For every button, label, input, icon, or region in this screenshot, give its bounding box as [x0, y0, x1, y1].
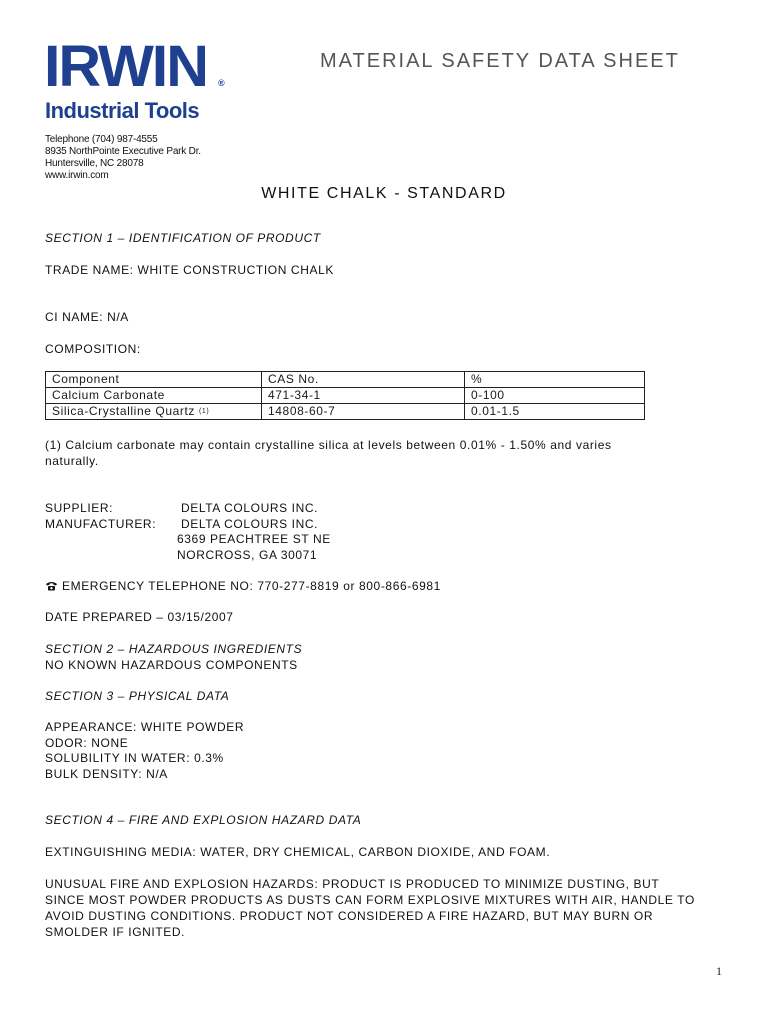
irwin-logo: IRWIN: [44, 34, 207, 99]
manufacturer-label: MANUFACTURER:: [45, 517, 157, 531]
table-row: [46, 404, 645, 420]
percent-cell: 0-100: [465, 388, 645, 404]
page-number: 1: [716, 964, 722, 978]
percent-cell: 0.01-1.5: [465, 404, 645, 420]
fire-hazards-line: UNUSUAL FIRE AND EXPLOSION HAZARDS: PRODUCT IS PRODUCED TO MINIMIZE DUSTING, BUT: [45, 877, 660, 891]
emergency-line: [45, 578, 441, 594]
table-header: CAS No.: [262, 372, 465, 388]
logo-subtitle: Industrial Tools: [45, 98, 200, 123]
table-row: [46, 388, 645, 404]
page-title: WHITE CHALK - STANDARD: [261, 185, 507, 202]
telephone-icon: [45, 581, 58, 591]
section-1-heading: SECTION 1 – IDENTIFICATION OF PRODUCT: [45, 231, 321, 245]
footnote: [45, 437, 612, 469]
section-2-heading: SECTION 2 – HAZARDOUS INGREDIENTS: [45, 642, 303, 656]
component-cell: Calcium Carbonate: [46, 388, 262, 404]
fire-hazards: [45, 876, 695, 940]
trade-name: TRADE NAME: WHITE CONSTRUCTION CHALK: [45, 263, 334, 277]
contact-website[interactable]: www.irwin.com: [45, 170, 109, 181]
composition-table: [45, 371, 645, 420]
date-prepared: DATE PREPARED – 03/15/2007: [45, 610, 234, 624]
section-4-heading: SECTION 4 – FIRE AND EXPLOSION HAZARD DATA: [45, 813, 362, 827]
table-header: %: [465, 372, 645, 388]
contact-address: 8935 NorthPointe Executive Park Dr.: [45, 146, 201, 157]
supplier-value: DELTA COLOURS INC.: [181, 501, 319, 515]
address-line: 6369 PEACHTREE ST NE: [177, 532, 331, 546]
contact-block: [45, 134, 201, 182]
fire-hazards-line: SMOLDER IF IGNITED.: [45, 925, 186, 939]
solubility: SOLUBILITY IN WATER: 0.3%: [45, 751, 224, 765]
address-line: NORCROSS, GA 30071: [177, 548, 318, 562]
footnote-line: naturally.: [45, 454, 99, 468]
section-3-heading: SECTION 3 – PHYSICAL DATA: [45, 689, 230, 703]
cas-cell: 14808-60-7: [262, 404, 465, 420]
contact-telephone: Telephone (704) 987-4555: [45, 134, 158, 145]
cas-cell: 471-34-1: [262, 388, 465, 404]
hazardous-ingredients-text: NO KNOWN HAZARDOUS COMPONENTS: [45, 658, 298, 672]
composition-label: COMPOSITION:: [45, 342, 141, 356]
table-header: Component: [46, 372, 262, 388]
registered-mark: ®: [218, 78, 225, 88]
fire-hazards-line: SINCE MOST POWDER PRODUCTS AS DUSTS CAN FORM EXPLOSIVE MIXTURES WITH AIR, HANDLE TO: [45, 893, 695, 907]
manufacturer-value: DELTA COLOURS INC.: [181, 517, 319, 531]
footnote-line: (1) Calcium carbonate may contain crystalline silica at levels between 0.01% - 1.50% and varies: [45, 438, 612, 452]
footnote-ref: (1): [198, 408, 210, 415]
contact-city: Huntersville, NC 28078: [45, 158, 144, 169]
extinguishing-media: EXTINGUISHING MEDIA: WATER, DRY CHEMICAL, CARBON DIOXIDE, AND FOAM.: [45, 845, 551, 859]
odor: ODOR: NONE: [45, 736, 129, 750]
ci-name: CI NAME: N/A: [45, 310, 129, 324]
supplier-label: SUPPLIER:: [45, 501, 114, 515]
appearance: APPEARANCE: WHITE POWDER: [45, 720, 245, 734]
fire-hazards-line: AVOID DUSTING CONDITIONS. PRODUCT NOT CONSIDERED A FIRE HAZARD, BUT MAY BURN OR: [45, 909, 654, 923]
document-type: MATERIAL SAFETY DATA SHEET: [320, 50, 680, 72]
component-cell: [46, 404, 262, 420]
emergency-telephone: EMERGENCY TELEPHONE NO: 770-277-8819 or 800-866-6981: [62, 579, 441, 593]
component-name: Silica-Crystalline Quartz: [52, 404, 196, 418]
table-header-row: [46, 372, 645, 388]
bulk-density: BULK DENSITY: N/A: [45, 767, 168, 781]
